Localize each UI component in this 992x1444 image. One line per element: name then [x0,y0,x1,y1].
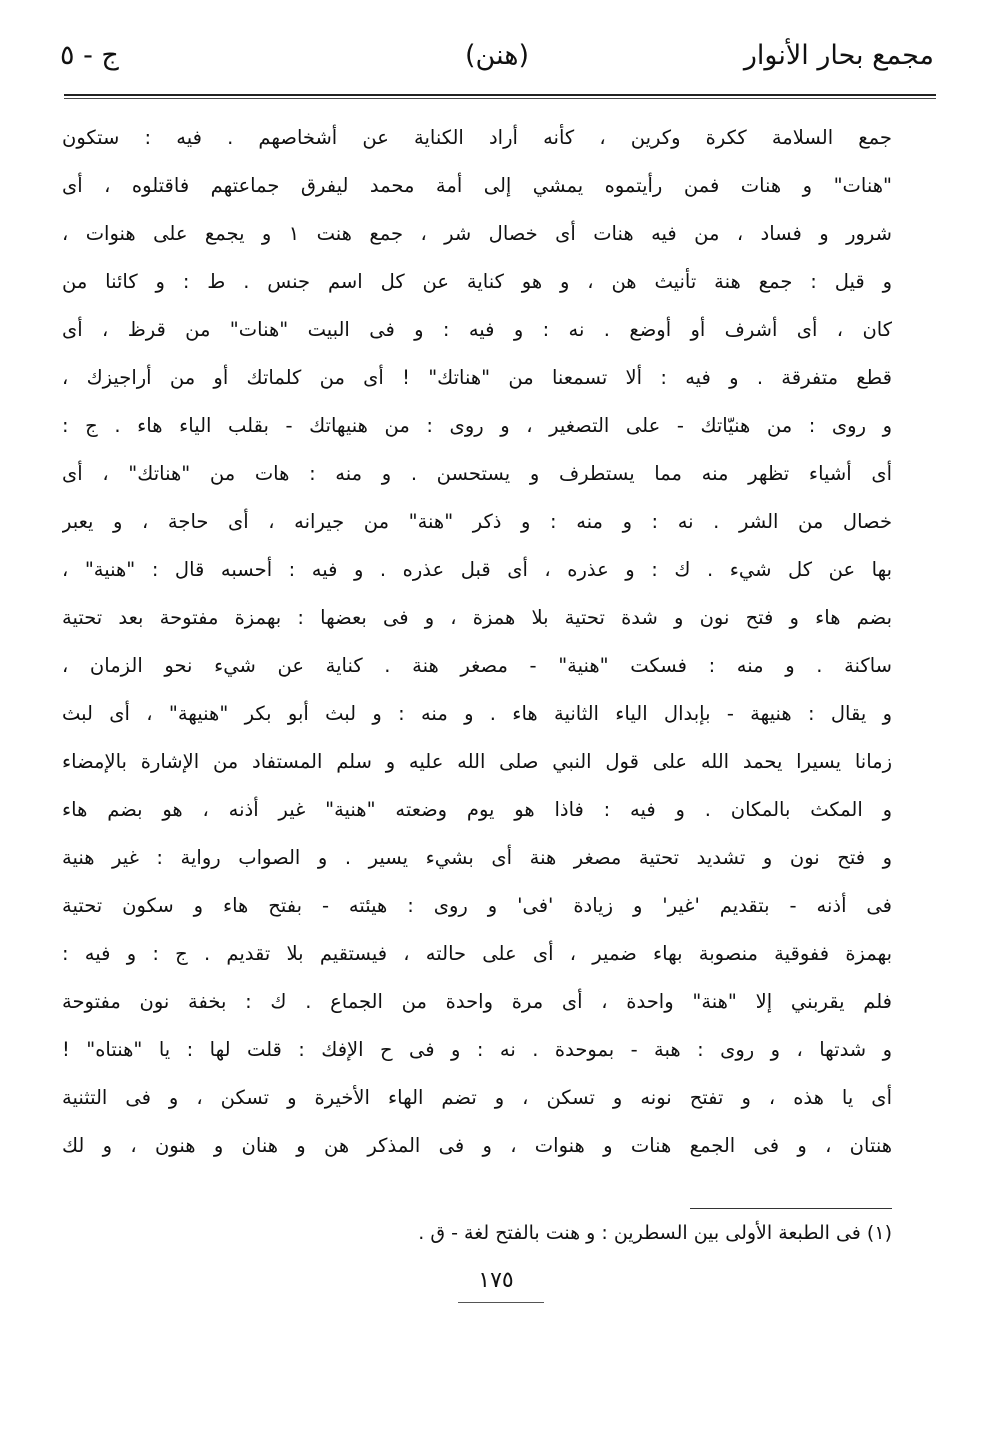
text-line: بهمزة ففوقية منصوبة بهاء ضمير ، أى على حالته ، فيستقيم بلا تقديم . ج : و فيه : [62,942,892,965]
text-line: و فتح نون و تشديد تحتية مصغر هنة أى بشيء يسير . و الصواب رواية : غير هنية [62,846,892,869]
text-line: و شدتها ، و روى : هبة - بموحدة . نه : و فى ح الإفك : قلت لها : يا "هنتاه" ! [62,1038,892,1061]
page-header [60,36,934,86]
header-divider [64,94,936,96]
text-line: أى يا هذه ، و تفتح نونه و تسكن ، و تضم الهاء الأخيرة و تسكن ، و فى التثنية [62,1086,892,1109]
text-line: قطع متفرقة . و فيه : ألا تسمعنا من "هناتك" ! أى من كلماتك أو من أراجيزك ، [62,366,892,389]
text-line: كان ، أى أشرف أو أوضع . نه : و فيه : و فى البيت "هنات" من قرظ ، أى [62,318,892,341]
text-line: فلم يقربني إلا "هنة" واحدة ، أى مرة واحدة من الجماع . ك : بخفة نون مفتوحة [62,990,892,1013]
footnote: (١) فى الطبعة الأولى بين السطرين : و هنت بالفتح لغة - ق . [418,1222,892,1244]
text-line: "هنات" و هنات فمن رأيتموه يمشي إلى أمة محمد ليفرق جماعتهم فاقتلوه ، أى [62,174,892,197]
text-line: و يقال : هنيهة - بإبدال الياء الثانية هاء . و منه : و لبث أبو بكر "هنيهة" ، أى لبث [62,702,892,725]
text-line: هنتان ، و فى الجمع هنات و هنوات ، و فى المذكر هن و هنان و هنون ، و لك [62,1134,892,1157]
main-text [62,114,892,1170]
text-line: زمانا يسيرا يحمد الله على قول النبي صلى الله عليه و سلم المستفاد من الإشارة بالإمضاء [62,750,892,773]
text-line: جمع السلامة ككرة وكرين ، كأنه أراد الكناية عن أشخاصهم . فيه : ستكون [62,126,892,149]
text-line: ساكنة . و منه : فسكت "هنية" - مصغر هنة . كناية عن شيء نحو الزمان ، [62,654,892,677]
footnote-divider [690,1208,892,1209]
page-number-underline [458,1302,544,1303]
header-divider-thin [64,98,936,99]
volume-label: ج - ٥ [60,40,119,71]
running-title: مجمع بحار الأنوار [743,40,934,71]
text-line: شرور و فساد ، من فيه هنات أى خصال شر ، جمع هنت ١ و يجمع على هنوات ، [62,222,892,245]
text-line: و المكث بالمكان . و فيه : فاذا هو يوم وضعته "هنية" غير أذنه ، هو بضم هاء [62,798,892,821]
page-number: ١٧٥ [478,1268,514,1293]
text-line: و روى : من هنيّاتك - على التصغير ، و روى : من هنيهاتك - بقلب الياء هاء . ج : [62,414,892,437]
text-line: بضم هاء و فتح نون و شدة تحتية بلا همزة ، و فى بعضها : بهمزة مفتوحة بعد تحتية [62,606,892,629]
entry-heading: (هنن) [464,40,530,71]
text-line: خصال من الشر . نه : و منه : و ذكر "هنة" من جيرانه ، أى حاجة ، و يعبر [62,510,892,533]
text-line: و قيل : جمع هنة تأنيث هن ، و هو كناية عن كل اسم جنس . ط : و كائنا من [62,270,892,293]
text-line: فى أذنه - بتقديم 'غير' و زيادة 'فى' و روى : هيئته - بفتح هاء و سكون تحتية [62,894,892,917]
text-line: بها عن كل شيء . ك : و عذره ، أى قبل عذره . و فيه : أحسبه قال : "هنية" ، [62,558,892,581]
text-line: أى أشياء تظهر منه مما يستطرف و يستحسن . و منه : هات من "هناتك" ، أى [62,462,892,485]
